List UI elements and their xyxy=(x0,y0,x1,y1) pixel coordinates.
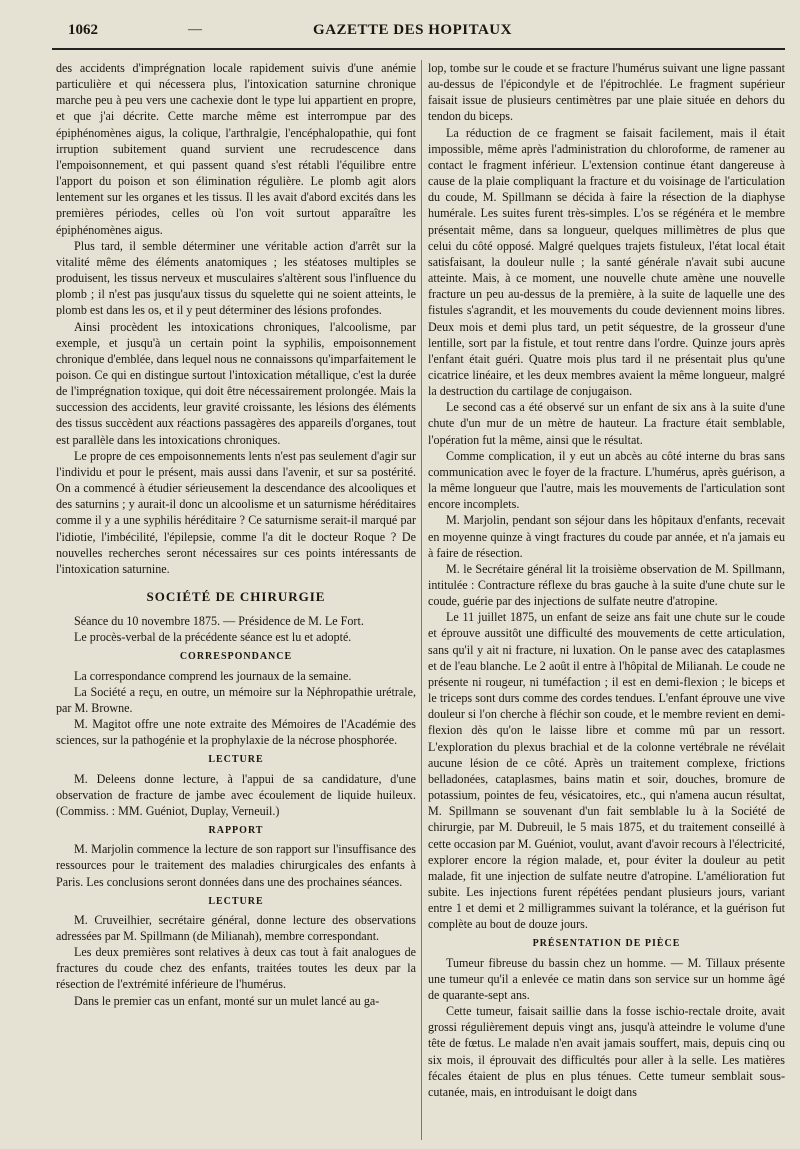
paragraph: Le propre de ces empoisonnements lents n'est pas seulement d'agir sur l'individu et pour le présent, mais aussi dans l'avenir, et sur sa postérité. On a commencé à étudier sérieusement la descendance des alcooliques et des saturnins ; y aurait-il donc un alcoolisme et un saturnisme héréditaires comme il y a une syphilis héréditaire ? Ce saturnisme serait-il marqué par l'idiotie, l'imbécilité, l'épilepsie, comme l'a dit le docteur Roque ? De nouvelles recherches seront nécessaires sur ces points intéressants de l'intoxication saturnine. xyxy=(56,448,416,576)
subsection-heading: LECTURE xyxy=(208,754,264,766)
paragraph: Plus tard, il semble déterminer une véritable action d'arrêt sur la vitalité même des éléments anatomiques ; les stéatoses multiples se produisent, les tissus nerveux et musculaires s'altèrent sous l'influence du plomb ; il n'est pas jusqu'aux tissus du squelette qui ne soient atteints, le plomb est dans les os, et il y peut déterminer des lésions profondes. xyxy=(56,238,416,318)
paragraph: M. Marjolin, pendant son séjour dans les hôpitaux d'enfants, recevait en moyenne quinze à vingt fractures du coude par année, et n'a jamais eu à faire de résection. xyxy=(428,513,785,560)
subsection-heading: CORRESPONDANCE xyxy=(179,651,293,663)
paragraph: Comme complication, il y eut un abcès au côté interne du bras sans communication avec le foyer de la fracture. L'humérus, après guérison, a la même longueur que l'autre, mais les mouvements de l'articulation sont encore incomplets. xyxy=(428,448,785,512)
paragraph: Le second cas a été observé sur un enfant de six ans à la suite d'une chute d'un mur de un mètre de hauteur. La fracture était semblable, l'opération fut la même, ainsi que le résultat. xyxy=(428,400,785,447)
subsection-heading: LECTURE xyxy=(208,895,264,907)
paragraph: La réduction de ce fragment se faisait facilement, mais il était impossible, même après l'administration du chloroforme, de ramener au contact le fragment inférieur. L'extension continue étant dangereuse à cause de la plaie compliquant la fracture et du voisinage de l'articulation du coude, M. Spillmann se décida à faire la résection de la diaphyse humérale. Les suites furent très-simples. L'os se régénéra et le membre présentait même, dans sa longueur, quelques millimètres de plus que celui du côté opposé. Malgré quelques trajets fistuleux, l'état local était satisfaisant, la douleur nulle ; la santé générale n'avait subi aucune atteinte. Mais, à ce moment, une nouvelle chute amène une nouvelle fracture un peu au-dessus de la première, à la suite de laquelle une des fistules s'agrandit, et les mouvements du coude deviennent moins libres. Deux mois et demi plus tard, un petit séquestre, de la grosseur d'une lentille, sort par la fistule, et tout rentre dans l'ordre. Quinze jours après l'enfant était guéri. Quatre mois plus tard il ne présentait plus qu'une cicatrice linéaire, et les deux membres avaient la même longueur, malgré la destruction du cartilage de conjugaison. xyxy=(428,125,785,399)
header-rule xyxy=(52,48,785,50)
column-divider xyxy=(421,60,422,1140)
page-number: 1062 xyxy=(68,22,98,38)
header-dash: — xyxy=(188,22,202,37)
paragraph: M. Deleens donne lecture, à l'appui de sa candidature, d'une observation de fracture de jambe avec écoulement de liquide huileux. (Commiss. : MM. Guéniot, Duplay, Verneuil.) xyxy=(56,771,416,818)
left-column xyxy=(56,60,416,1009)
journal-title: GAZETTE DES HOPITAUX xyxy=(313,22,512,38)
paragraph: M. Magitot offre une note extraite des Mémoires de l'Académie des sciences, sur la pathogénie et la prophylaxie de la nécrose phosphorée. xyxy=(56,717,416,748)
subsection-heading: RAPPORT xyxy=(208,825,264,837)
subsection-heading: PRÉSENTATION DE PIÈCE xyxy=(532,938,681,950)
paragraph: Les deux premières sont relatives à deux cas tout à fait analogues de fractures du coude chez des enfants, traitées toutes les deux par la résection de l'extrémité inférieure de l'humérus. xyxy=(56,945,416,992)
paragraph: La correspondance comprend les journaux de la semaine. xyxy=(74,668,352,683)
paragraph: Dans le premier cas un enfant, monté sur un mulet lancé au ga- xyxy=(74,993,380,1008)
paragraph: des accidents d'imprégnation locale rapidement suivis d'une anémie particulière et qui nécessera plus, l'intoxication saturnine chronique marche peu à peu vers une cachexie dont le type lui appartient en propre, et que j'ai décrite. Cette marche même est interrompue par des épiphénomènes aigus, la colique, l'arthralgie, l'encéphalopathie, qui font irruption subitement quand survient une recrudescence dans l'empoisonnement, et qui passent quand s'est rétabli l'équilibre entre l'apport du poison et son élimination régulière. Le plomb agit alors lentement sur les organes et les tissus. Il les avait d'abord excités dans les premières périodes, celles où l'on voit surtout apparaître les épiphénomènes aigus. xyxy=(56,61,416,237)
right-column xyxy=(428,60,785,1100)
paragraph: Ainsi procèdent les intoxications chroniques, l'alcoolisme, par exemple, et jusqu'à un certain point la syphilis, empoisonnement chronique d'emblée, dans lequel nous ne connaissons qu'imparfaitement le poison. Ce qui en distingue surtout l'intoxication métallique, c'est la durée de l'imprégnation toxique, qui doit être nécessairement prolongée. Mais la succession des accidents, leur gravité croissante, les lésions des éléments des tissus succèdent aux réactions passagères des appareils d'organes, tout est parallèle dans les intoxications chroniques. xyxy=(56,319,417,447)
section-heading: SOCIÉTÉ DE CHIRURGIE xyxy=(146,589,326,604)
paragraph: La Société a reçu, en outre, un mémoire sur la Néphropathie urétrale, par M. Browne. xyxy=(56,684,416,715)
paragraph: lop, tombe sur le coude et se fracture l'humérus suivant une ligne passant au-dessus de l'épicondyle et de l'épitrochlée. Le fragment supérieur faisait issue de plusieurs centimètres par une plaie située en dehors du tendon du biceps. xyxy=(428,61,785,124)
paragraph: Le 11 juillet 1875, un enfant de seize ans fait une chute sur le coude et éprouve aussitôt une difficulté des mouvements de cette articulation, sans qu'il y ait ni fracture, ni luxation. On le panse avec des cataplasmes et de l'eau blanche. Le 2 août il entre à l'hôpital de Milianah. Le coude ne présente ni rougeur, ni tuméfaction ; il est en demi-flexion ; le biceps et le triceps sont durs comme des cordes tendues. L'enfant éprouve une vive douleur si l'on cherche à fléchir son coude, et le membre revient en demi-flexion dès qu'on le laisse libre et comme mû par un ressort. L'exploration du plexus brachial et de la colonne vertébrale ne révélait aucune lésion de ce côté. Après un traitement complexe, frictions belladonées, cataplasmes, bains matin et soir, douches, bromure de potassium, pointes de feu, vésicatoires, etc., qui n'amena aucun résultat, M. Spillmann se souvenant d'un fait semblable lu à la Société de chirurgie, par M. Dubreuil, le 5 mais 1875, et du traitement conseillé à cette occasion par M. Guéniot, voulut, avant d'avoir recours à l'électricité, explorer encore la région malade, et, pour éviter la douleur au petit malade, fit une injection de sulfate neutre d'atropine. L'amélioration fut subite. Les injections furent répétées pendant plusieurs jours, variant entre 1 et demi et 2 milligrammes suivant la tolérance, et la guérison fut complète au bout de douze jours. xyxy=(428,610,785,932)
paragraph: M. Marjolin commence la lecture de son rapport sur l'insuffisance des ressources pour le traitement des maladies chirurgicales des enfants à Paris. Les conclusions seront données dans une des prochaines séances. xyxy=(56,842,416,889)
page-header xyxy=(40,22,785,44)
seance-line: Séance du 10 novembre 1875. — Présidence de M. Le Fort. xyxy=(74,614,364,629)
paragraph: M. le Secrétaire général lit la troisième observation de M. Spillmann, intitulée : Contracture réflexe du bras gauche à la suite d'une chute sur le coude, guérie par des injections de sulfate neutre d'atropine. xyxy=(428,561,785,609)
paragraph: Tumeur fibreuse du bassin chez un homme. — M. Tillaux présente une tumeur qu'il a enlevée ce matin dans son service sur un homme âgé de quarante-sept ans. xyxy=(428,955,785,1002)
paragraph: Le procès-verbal de la précédente séance est lu et adopté. xyxy=(74,630,352,645)
paragraph: M. Cruveilhier, secrétaire général, donne lecture des observations adressées par M. Spillmann (de Milianah), membre correspondant. xyxy=(56,912,416,943)
paragraph: Cette tumeur, faisait saillie dans la fosse ischio-rectale droite, avait grossi régulièrement depuis vingt ans, jusqu'à atteindre le volume d'une tête de fœtus. Le malade n'en avait jamais souffert, mais, depuis cinq ou six mois, il éprouvait des difficultés pour aller à la selle. Les matières fécales étaient de plus en plus ténues. Cette tumeur semblait sous-cutanée, mais, en introduisant le doigt dans xyxy=(428,1004,785,1099)
